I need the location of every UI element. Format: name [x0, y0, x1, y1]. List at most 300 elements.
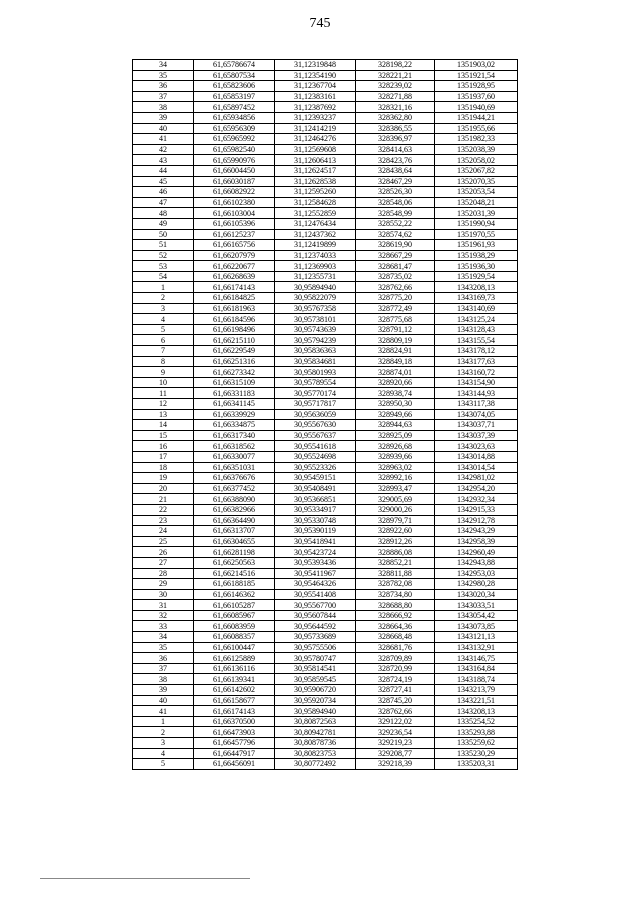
table-cell: 30,95524698 [275, 451, 356, 462]
table-cell: 31,12319848 [275, 60, 356, 71]
table-cell: 54 [133, 271, 194, 282]
table-cell: 328438,64 [356, 165, 435, 176]
table-cell: 61,66184596 [194, 314, 275, 325]
table-cell: 328548,06 [356, 197, 435, 208]
table-cell: 1351990,94 [435, 218, 518, 229]
table-cell: 30,95541408 [275, 589, 356, 600]
coordinates-table-body [133, 60, 518, 770]
table-cell: 27 [133, 557, 194, 568]
table-row [133, 367, 518, 378]
table-cell: 61,66330077 [194, 451, 275, 462]
table-cell: 328949,66 [356, 409, 435, 420]
table-cell: 30,95459151 [275, 473, 356, 484]
table-cell: 329122,02 [356, 716, 435, 727]
page-number: 745 [309, 16, 331, 31]
table-cell: 1335259,62 [435, 738, 518, 749]
table-cell: 35 [133, 642, 194, 653]
table-row [133, 187, 518, 198]
table-cell: 1343140,69 [435, 303, 518, 314]
table-row [133, 685, 518, 696]
table-cell: 328963,02 [356, 462, 435, 473]
table-cell: 1343037,39 [435, 430, 518, 441]
table-cell: 328772,49 [356, 303, 435, 314]
table-cell: 61,66004450 [194, 165, 275, 176]
table-cell: 328386,55 [356, 123, 435, 134]
table-cell: 38 [133, 102, 194, 113]
table-cell: 30,95834681 [275, 356, 356, 367]
table-cell: 61,66281198 [194, 547, 275, 558]
table-cell: 1343023,63 [435, 441, 518, 452]
table-cell: 61,65982540 [194, 144, 275, 155]
table-cell: 1352038,39 [435, 144, 518, 155]
table-row [133, 271, 518, 282]
table-cell: 30,95464326 [275, 579, 356, 590]
table-row [133, 293, 518, 304]
table-cell: 61,66105396 [194, 218, 275, 229]
table-cell: 1343208,13 [435, 706, 518, 717]
table-cell: 328414,63 [356, 144, 435, 155]
table-row [133, 663, 518, 674]
table-row [133, 430, 518, 441]
table-cell: 1351938,29 [435, 250, 518, 261]
table-row [133, 504, 518, 515]
table-cell: 30,95894940 [275, 706, 356, 717]
table-cell: 6 [133, 335, 194, 346]
table-row [133, 579, 518, 590]
table-cell: 1343221,51 [435, 695, 518, 706]
table-cell: 41 [133, 706, 194, 717]
table-row [133, 112, 518, 123]
table-cell: 61,66105287 [194, 600, 275, 611]
table-cell: 328423,76 [356, 155, 435, 166]
table-cell: 61,66388090 [194, 494, 275, 505]
table-cell: 329005,69 [356, 494, 435, 505]
table-cell: 31,12606413 [275, 155, 356, 166]
table-cell: 30,80878736 [275, 738, 356, 749]
table-cell: 328782,08 [356, 579, 435, 590]
table-cell: 328724,19 [356, 674, 435, 685]
table-cell: 1 [133, 716, 194, 727]
table-cell: 61,66339929 [194, 409, 275, 420]
table-cell: 1343188,74 [435, 674, 518, 685]
table-cell: 61,66188185 [194, 579, 275, 590]
table-cell: 30,95567700 [275, 600, 356, 611]
table-cell: 30 [133, 589, 194, 600]
table-cell: 30,95390119 [275, 526, 356, 537]
table-cell: 31,12414219 [275, 123, 356, 134]
table-cell: 328720,99 [356, 663, 435, 674]
table-row [133, 409, 518, 420]
table-cell: 21 [133, 494, 194, 505]
table-cell: 4 [133, 314, 194, 325]
table-cell: 328668,48 [356, 632, 435, 643]
table-cell: 1343117,38 [435, 399, 518, 410]
table-cell: 22 [133, 504, 194, 515]
table-cell: 53 [133, 261, 194, 272]
table-cell: 61,66341145 [194, 399, 275, 410]
table-cell: 61,65807534 [194, 70, 275, 81]
table-cell: 61,66377452 [194, 483, 275, 494]
table-cell: 1352031,39 [435, 208, 518, 219]
table-row [133, 653, 518, 664]
table-cell: 30,95770174 [275, 388, 356, 399]
table-cell: 328762,66 [356, 282, 435, 293]
table-cell: 31,12367704 [275, 81, 356, 92]
table-row [133, 261, 518, 272]
table-cell: 1352048,21 [435, 197, 518, 208]
table-cell: 328993,47 [356, 483, 435, 494]
table-cell: 328886,08 [356, 547, 435, 558]
table-cell: 328221,21 [356, 70, 435, 81]
table-cell: 5 [133, 759, 194, 770]
table-cell: 31,12624517 [275, 165, 356, 176]
table-row [133, 727, 518, 738]
table-cell: 328745,20 [356, 695, 435, 706]
table-cell: 3 [133, 303, 194, 314]
table-cell: 1335230,29 [435, 748, 518, 759]
table-cell: 328912,26 [356, 536, 435, 547]
table-cell: 23 [133, 515, 194, 526]
table-row [133, 197, 518, 208]
table-cell: 24 [133, 526, 194, 537]
table-cell: 328824,91 [356, 346, 435, 357]
table-cell: 51 [133, 240, 194, 251]
table-cell: 34 [133, 632, 194, 643]
table-cell: 38 [133, 674, 194, 685]
table-cell: 1343121,13 [435, 632, 518, 643]
table-cell: 1343164,84 [435, 663, 518, 674]
table-cell: 1342981,02 [435, 473, 518, 484]
table-cell: 11 [133, 388, 194, 399]
table-row [133, 165, 518, 176]
table-cell: 61,66334875 [194, 420, 275, 431]
table-cell: 328574,62 [356, 229, 435, 240]
table-cell: 31,12387692 [275, 102, 356, 113]
table-cell: 328925,09 [356, 430, 435, 441]
table-cell: 1352070,35 [435, 176, 518, 187]
table-cell: 328852,21 [356, 557, 435, 568]
table-cell: 30,95780747 [275, 653, 356, 664]
table-cell: 31,12584628 [275, 197, 356, 208]
table-cell: 8 [133, 356, 194, 367]
table-cell: 328526,30 [356, 187, 435, 198]
table-cell: 30,95738101 [275, 314, 356, 325]
table-cell: 40 [133, 695, 194, 706]
table-cell: 1335293,88 [435, 727, 518, 738]
table-cell: 1335203,31 [435, 759, 518, 770]
table-cell: 31,12552859 [275, 208, 356, 219]
table-cell: 1342915,33 [435, 504, 518, 515]
table-row [133, 388, 518, 399]
table-cell: 1351929,54 [435, 271, 518, 282]
table-cell: 30,95814541 [275, 663, 356, 674]
table-cell: 33 [133, 621, 194, 632]
table-cell: 61,66136116 [194, 663, 275, 674]
table-cell: 61,66331183 [194, 388, 275, 399]
table-cell: 1351928,95 [435, 81, 518, 92]
table-cell: 1343014,88 [435, 451, 518, 462]
table-cell: 328922,60 [356, 526, 435, 537]
table-cell: 50 [133, 229, 194, 240]
table-cell: 46 [133, 187, 194, 198]
table-cell: 1343020,34 [435, 589, 518, 600]
table-cell: 328775,20 [356, 293, 435, 304]
table-cell: 31,12628538 [275, 176, 356, 187]
table-cell: 328938,74 [356, 388, 435, 399]
table-cell: 1351970,55 [435, 229, 518, 240]
table-cell: 31,12476434 [275, 218, 356, 229]
table-row [133, 229, 518, 240]
table-cell: 61,66370500 [194, 716, 275, 727]
table-cell: 1351903,02 [435, 60, 518, 71]
table-cell: 61,65786674 [194, 60, 275, 71]
table-row [133, 91, 518, 102]
table-cell: 1343073,85 [435, 621, 518, 632]
table-cell: 61,66100447 [194, 642, 275, 653]
table-cell: 328979,71 [356, 515, 435, 526]
table-cell: 31,12437362 [275, 229, 356, 240]
table-cell: 61,66082922 [194, 187, 275, 198]
table-cell: 328362,80 [356, 112, 435, 123]
table-cell: 328198,22 [356, 60, 435, 71]
table-cell: 1342932,34 [435, 494, 518, 505]
table-row [133, 208, 518, 219]
table-cell: 30,80942781 [275, 727, 356, 738]
table-cell: 30,95567637 [275, 430, 356, 441]
table-cell: 1335254,52 [435, 716, 518, 727]
table-cell: 328735,02 [356, 271, 435, 282]
table-cell: 34 [133, 60, 194, 71]
table-row [133, 674, 518, 685]
table-cell: 1342953,03 [435, 568, 518, 579]
table-cell: 328874,01 [356, 367, 435, 378]
table-cell: 328926,68 [356, 441, 435, 452]
table-cell: 328939,66 [356, 451, 435, 462]
table-cell: 61,66315109 [194, 377, 275, 388]
table-cell: 30,95906720 [275, 685, 356, 696]
table-cell: 61,66174143 [194, 706, 275, 717]
table-cell: 61,66146362 [194, 589, 275, 600]
table-cell: 61,66250563 [194, 557, 275, 568]
table-cell: 41 [133, 134, 194, 145]
table-cell: 48 [133, 208, 194, 219]
table-cell: 52 [133, 250, 194, 261]
table-row [133, 632, 518, 643]
table-cell: 31,12419899 [275, 240, 356, 251]
table-row [133, 451, 518, 462]
table-cell: 17 [133, 451, 194, 462]
table-cell: 61,65965992 [194, 134, 275, 145]
table-cell: 1343155,54 [435, 335, 518, 346]
table-row [133, 526, 518, 537]
table-row [133, 70, 518, 81]
table-cell: 61,66457796 [194, 738, 275, 749]
table-cell: 30,95636059 [275, 409, 356, 420]
table-cell: 30,80872563 [275, 716, 356, 727]
table-cell: 328950,30 [356, 399, 435, 410]
table-cell: 19 [133, 473, 194, 484]
table-row [133, 610, 518, 621]
table-cell: 1343160,72 [435, 367, 518, 378]
table-cell: 61,65823606 [194, 81, 275, 92]
table-row [133, 377, 518, 388]
table-cell: 30,95366851 [275, 494, 356, 505]
table-cell: 61,65990976 [194, 155, 275, 166]
table-cell: 328809,19 [356, 335, 435, 346]
table-cell: 328681,76 [356, 642, 435, 653]
table-cell: 61,66139341 [194, 674, 275, 685]
table-cell: 30,80823753 [275, 748, 356, 759]
table-cell: 328709,89 [356, 653, 435, 664]
table-row [133, 441, 518, 452]
table-row [133, 547, 518, 558]
table-row [133, 695, 518, 706]
table-cell: 1343178,12 [435, 346, 518, 357]
table-cell: 2 [133, 293, 194, 304]
table-cell: 61,66085967 [194, 610, 275, 621]
table-cell: 329000,26 [356, 504, 435, 515]
table-cell: 61,66083959 [194, 621, 275, 632]
table-cell: 328992,16 [356, 473, 435, 484]
table-row [133, 102, 518, 113]
table-cell: 328664,36 [356, 621, 435, 632]
table-cell: 15 [133, 430, 194, 441]
table-cell: 1342912,78 [435, 515, 518, 526]
table-row [133, 314, 518, 325]
table-cell: 328775,68 [356, 314, 435, 325]
table-cell: 1342954,20 [435, 483, 518, 494]
table-cell: 37 [133, 91, 194, 102]
table-cell: 29 [133, 579, 194, 590]
table-cell: 1343128,43 [435, 324, 518, 335]
table-row [133, 536, 518, 547]
table-cell: 12 [133, 399, 194, 410]
table-row [133, 123, 518, 134]
table-cell: 1342943,29 [435, 526, 518, 537]
table-cell: 61,66165756 [194, 240, 275, 251]
table-cell: 61,66251316 [194, 356, 275, 367]
table-row [133, 642, 518, 653]
table-cell: 1352067,82 [435, 165, 518, 176]
table-cell: 61,65897452 [194, 102, 275, 113]
table-cell: 30,95393436 [275, 557, 356, 568]
table-cell: 31,12355731 [275, 271, 356, 282]
table-cell: 61,66456091 [194, 759, 275, 770]
table-cell: 328666,92 [356, 610, 435, 621]
table-cell: 30,95743639 [275, 324, 356, 335]
table-row [133, 335, 518, 346]
table-cell: 61,66181963 [194, 303, 275, 314]
table-cell: 328811,88 [356, 568, 435, 579]
table-row [133, 738, 518, 749]
table-cell: 1352058,02 [435, 155, 518, 166]
table-cell: 328734,80 [356, 589, 435, 600]
table-cell: 1343177,63 [435, 356, 518, 367]
table-cell: 1342958,39 [435, 536, 518, 547]
table-row [133, 356, 518, 367]
table-cell: 61,66364490 [194, 515, 275, 526]
table-cell: 61,66473903 [194, 727, 275, 738]
table-cell: 30,95334917 [275, 504, 356, 515]
table-cell: 44 [133, 165, 194, 176]
table-cell: 4 [133, 748, 194, 759]
table-cell: 30,95859545 [275, 674, 356, 685]
table-cell: 329219,23 [356, 738, 435, 749]
table-cell: 329208,77 [356, 748, 435, 759]
table-cell: 30,80772492 [275, 759, 356, 770]
table-cell: 328762,66 [356, 706, 435, 717]
table-cell: 30,95644592 [275, 621, 356, 632]
table-cell: 1342943,88 [435, 557, 518, 568]
table-cell: 61,66313707 [194, 526, 275, 537]
table-cell: 1343154,90 [435, 377, 518, 388]
table-cell: 1343125,24 [435, 314, 518, 325]
table-cell: 329218,39 [356, 759, 435, 770]
table-cell: 61,66207979 [194, 250, 275, 261]
table-row [133, 557, 518, 568]
table-cell: 30,95607844 [275, 610, 356, 621]
table-cell: 1351955,66 [435, 123, 518, 134]
table-cell: 61,66268639 [194, 271, 275, 282]
table-cell: 1 [133, 282, 194, 293]
table-cell: 1343144,93 [435, 388, 518, 399]
table-cell: 1342980,28 [435, 579, 518, 590]
table-row [133, 134, 518, 145]
table-cell: 61,65934856 [194, 112, 275, 123]
table-cell: 1343132,91 [435, 642, 518, 653]
table-row [133, 716, 518, 727]
table-cell: 10 [133, 377, 194, 388]
table-cell: 31 [133, 600, 194, 611]
table-cell: 43 [133, 155, 194, 166]
table-cell: 1343033,51 [435, 600, 518, 611]
table-cell: 31,12374033 [275, 250, 356, 261]
table-cell: 5 [133, 324, 194, 335]
table-cell: 328791,12 [356, 324, 435, 335]
table-cell: 1343208,13 [435, 282, 518, 293]
table-cell: 1343146,75 [435, 653, 518, 664]
table-cell: 61,66142602 [194, 685, 275, 696]
table-cell: 61,66229549 [194, 346, 275, 357]
table-cell: 31,12369903 [275, 261, 356, 272]
table-cell: 328688,80 [356, 600, 435, 611]
table-cell: 1351921,54 [435, 70, 518, 81]
table-cell: 14 [133, 420, 194, 431]
table-cell: 30,95408491 [275, 483, 356, 494]
table-cell: 1351937,60 [435, 91, 518, 102]
table-cell: 61,66102380 [194, 197, 275, 208]
table-cell: 7 [133, 346, 194, 357]
table-cell: 3 [133, 738, 194, 749]
table-cell: 328681,47 [356, 261, 435, 272]
table-row [133, 589, 518, 600]
table-cell: 30,95794239 [275, 335, 356, 346]
table-cell: 1343213,79 [435, 685, 518, 696]
table-cell: 61,65956309 [194, 123, 275, 134]
table-cell: 1343037,71 [435, 420, 518, 431]
table-row [133, 420, 518, 431]
table-cell: 328396,97 [356, 134, 435, 145]
table-row [133, 706, 518, 717]
table-cell: 30,95920734 [275, 695, 356, 706]
table-cell: 1343054,42 [435, 610, 518, 621]
table-cell: 61,66220677 [194, 261, 275, 272]
table-row [133, 155, 518, 166]
table-cell: 328667,29 [356, 250, 435, 261]
table-cell: 61,66382966 [194, 504, 275, 515]
table-cell: 1342960,49 [435, 547, 518, 558]
table-cell: 328467,29 [356, 176, 435, 187]
